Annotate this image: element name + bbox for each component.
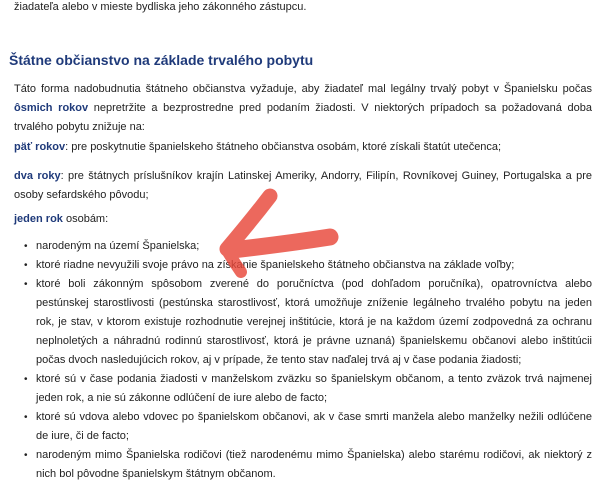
list-item (14, 256, 592, 275)
list-item-text: ktoré sú v čase podania žiadosti v manželskom zväzku so španielskym občanom, a tento zväzok trvá najmenej jeden rok, a nie sú zákonne odlúčení de iure alebo de facto; (36, 373, 592, 404)
one-year-conditions-list (14, 237, 592, 484)
list-item (14, 237, 592, 256)
case-five-text: : pre poskytnutie španielskeho štátneho občianstva osobám, ktoré získali štatút utečenca; (65, 141, 502, 153)
list-item-text: ktoré sú vdova alebo vdovec po španielskom občanovi, ak v čase smrti manžela alebo manželky nežili odlúčene de iure, či de facto; (36, 411, 592, 442)
list-item-text: narodeným na území Španielska; (36, 240, 200, 252)
top-text: žiadateľa alebo v mieste bydliska jeho zákonného zástupcu. (14, 1, 307, 13)
list-item-text: ktoré boli zákonným spôsobom zverené do poručníctva (pod dohľadom poručníka), opatrovníctva alebo pestúnskej starostlivosti (pestúnska starostlivosť, ktorá umožňuje zníženie legálneho trvalého pobytu na jeden rok, je stav, v ktorom existuje rozhodnutie verejnej inštitúcie, ktorá je na každom území zodpovedná za ochranu neplnoletých a náhradnú rodinnú starostlivosť, ktorá je právne uznaná) španielskemu občanovi alebo inštitúcii počas dvoch nasledujúcich rokov, aj v prípade, že tento stav naďalej trvá aj v čase podania žiadosti; (36, 278, 592, 366)
case-two-highlight: dva roky (14, 170, 61, 182)
bullet-icon: • (24, 412, 28, 423)
bullet-icon: • (24, 260, 28, 271)
intro-paragraph (14, 80, 592, 137)
case-two-years-paragraph (14, 167, 592, 205)
list-item (14, 408, 592, 446)
case-five-years-paragraph (14, 138, 592, 157)
bullet-icon: • (24, 279, 28, 290)
bullet-icon: • (24, 450, 28, 461)
list-item (14, 370, 592, 408)
case-one-text: osobám: (62, 213, 109, 225)
intro-text-before: Táto forma nadobudnutia štátneho občianstva vyžaduje, aby žiadateľ mal legálny trvalý pobyt v Španielsku počas (14, 83, 592, 95)
intro-highlight: ôsmich rokov (14, 102, 89, 114)
list-item-text: narodeným mimo Španielska rodičovi (tiež narodenému mimo Španielska) alebo starému rodičovi, ak niektorý z nich bol pôvodne španielskym štátnym občanom. (36, 449, 592, 480)
case-five-highlight: päť rokov (14, 141, 66, 153)
case-one-year-paragraph (14, 210, 592, 229)
bullet-icon: • (24, 374, 28, 385)
case-two-text: : pre štátnych príslušníkov krajín Latinskej Ameriky, Andorry, Filipín, Rovníkovej Guiney, Portugalska a pre osoby sefardského pôvodu; (14, 170, 592, 201)
intro-text-after: nepretržite a bezprostredne pred podaním žiadosti. V niektorých prípadoch sa požadovaná doba trvalého pobytu znižuje na: (14, 102, 592, 133)
list-item (14, 275, 592, 370)
section-title: Štátne občianstvo na základe trvalého pobytu (9, 52, 314, 68)
case-one-highlight: jeden rok (14, 213, 63, 225)
list-item (14, 446, 592, 484)
list-item-text: ktoré riadne nevyužili svoje právo na získanie španielskeho štátneho občianstva na základe voľby; (36, 259, 515, 271)
bullet-icon: • (24, 241, 28, 252)
